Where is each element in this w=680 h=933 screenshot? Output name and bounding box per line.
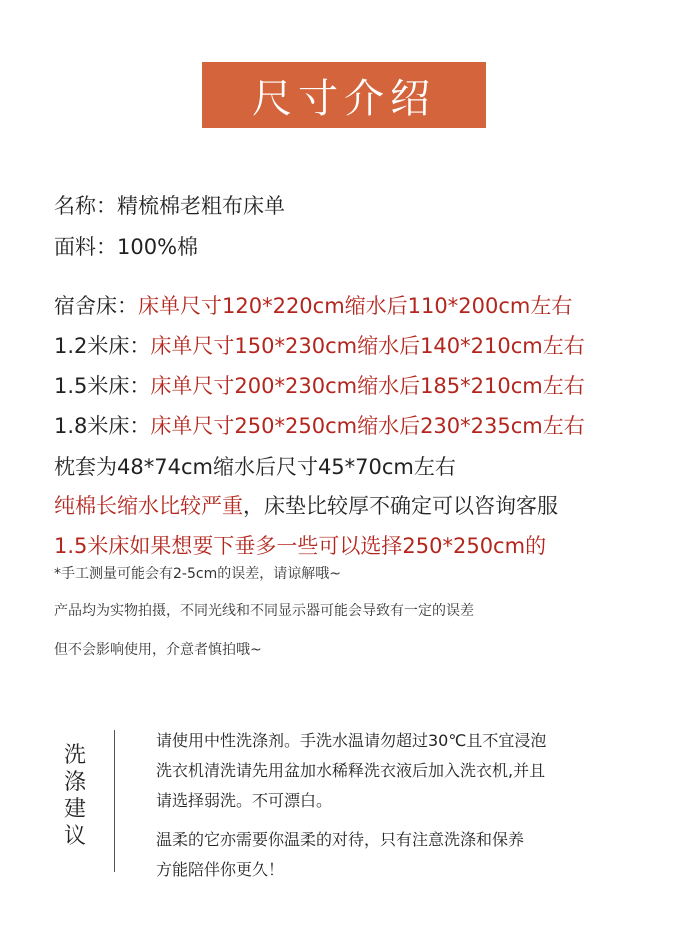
size-value: 床单尺寸200*230cm缩水后185*210cm左右 bbox=[150, 374, 585, 398]
material-label: 面料： bbox=[54, 235, 117, 259]
size-value: 床单尺寸120*220cm缩水后110*200cm左右 bbox=[138, 294, 573, 318]
wash-title-char: 建 bbox=[63, 797, 86, 822]
usage-note: 但不会影响使用，介意者慎拍哦~ bbox=[54, 642, 262, 658]
wash-instruction-line: 请选择弱洗。不可漂白。 bbox=[156, 791, 333, 810]
page-title: 尺寸介绍 bbox=[252, 75, 436, 122]
shrink-warning-black: ，床垫比较厚不确定可以咨询客服 bbox=[243, 494, 558, 518]
wash-title-char: 洗 bbox=[63, 743, 86, 768]
photo-note: 产品均为实物拍摄，不同光线和不同显示器可能会导致有一定的误差 bbox=[54, 603, 474, 619]
wash-instruction-line: 请使用中性洗涤剂。手洗水温请勿超过30℃且不宜浸泡 bbox=[156, 731, 547, 750]
shrink-warning-line bbox=[54, 490, 558, 520]
size-suggestion-line: 1.5米床如果想要下垂多一些可以选择250*250cm的 bbox=[54, 534, 547, 558]
material-value: 100%棉 bbox=[117, 235, 199, 259]
product-name-value: 精梳棉老粗布床单 bbox=[117, 194, 285, 218]
size-label: 1.5米床： bbox=[54, 374, 151, 398]
pillowcase-line: 枕套为48*74cm缩水后尺寸45*70cm左右 bbox=[54, 455, 456, 479]
product-name-line bbox=[54, 190, 285, 220]
vertical-divider bbox=[114, 730, 115, 872]
title-banner bbox=[202, 62, 486, 128]
size-line-1-5m bbox=[54, 370, 585, 400]
wash-instruction-line: 洗衣机清洗请先用盆加水稀释洗衣液后加入洗衣机,并且 bbox=[156, 761, 546, 780]
size-label: 宿舍床： bbox=[54, 294, 138, 318]
size-value: 床单尺寸250*250cm缩水后230*235cm左右 bbox=[150, 414, 585, 438]
wash-instruction-line: 方能陪伴你更久！ bbox=[156, 860, 285, 879]
size-label: 1.2米床： bbox=[54, 334, 151, 358]
size-value: 床单尺寸150*230cm缩水后140*210cm左右 bbox=[150, 334, 585, 358]
wash-title-char: 议 bbox=[63, 824, 86, 849]
wash-advice-title bbox=[60, 742, 90, 850]
product-name-label: 名称： bbox=[54, 194, 117, 218]
size-line-dorm bbox=[54, 290, 572, 320]
size-line-1-2m bbox=[54, 330, 585, 360]
size-line-1-8m bbox=[54, 410, 585, 440]
measurement-note: *手工测量可能会有2-5cm的误差，请谅解哦~ bbox=[54, 566, 341, 582]
wash-title-char: 涤 bbox=[63, 770, 86, 795]
size-label: 1.8米床： bbox=[54, 414, 151, 438]
shrink-warning-red: 纯棉长缩水比较严重 bbox=[54, 494, 243, 518]
material-line bbox=[54, 231, 198, 261]
wash-instruction-line: 温柔的它亦需要你温柔的对待，只有注意洗涤和保养 bbox=[156, 830, 525, 849]
